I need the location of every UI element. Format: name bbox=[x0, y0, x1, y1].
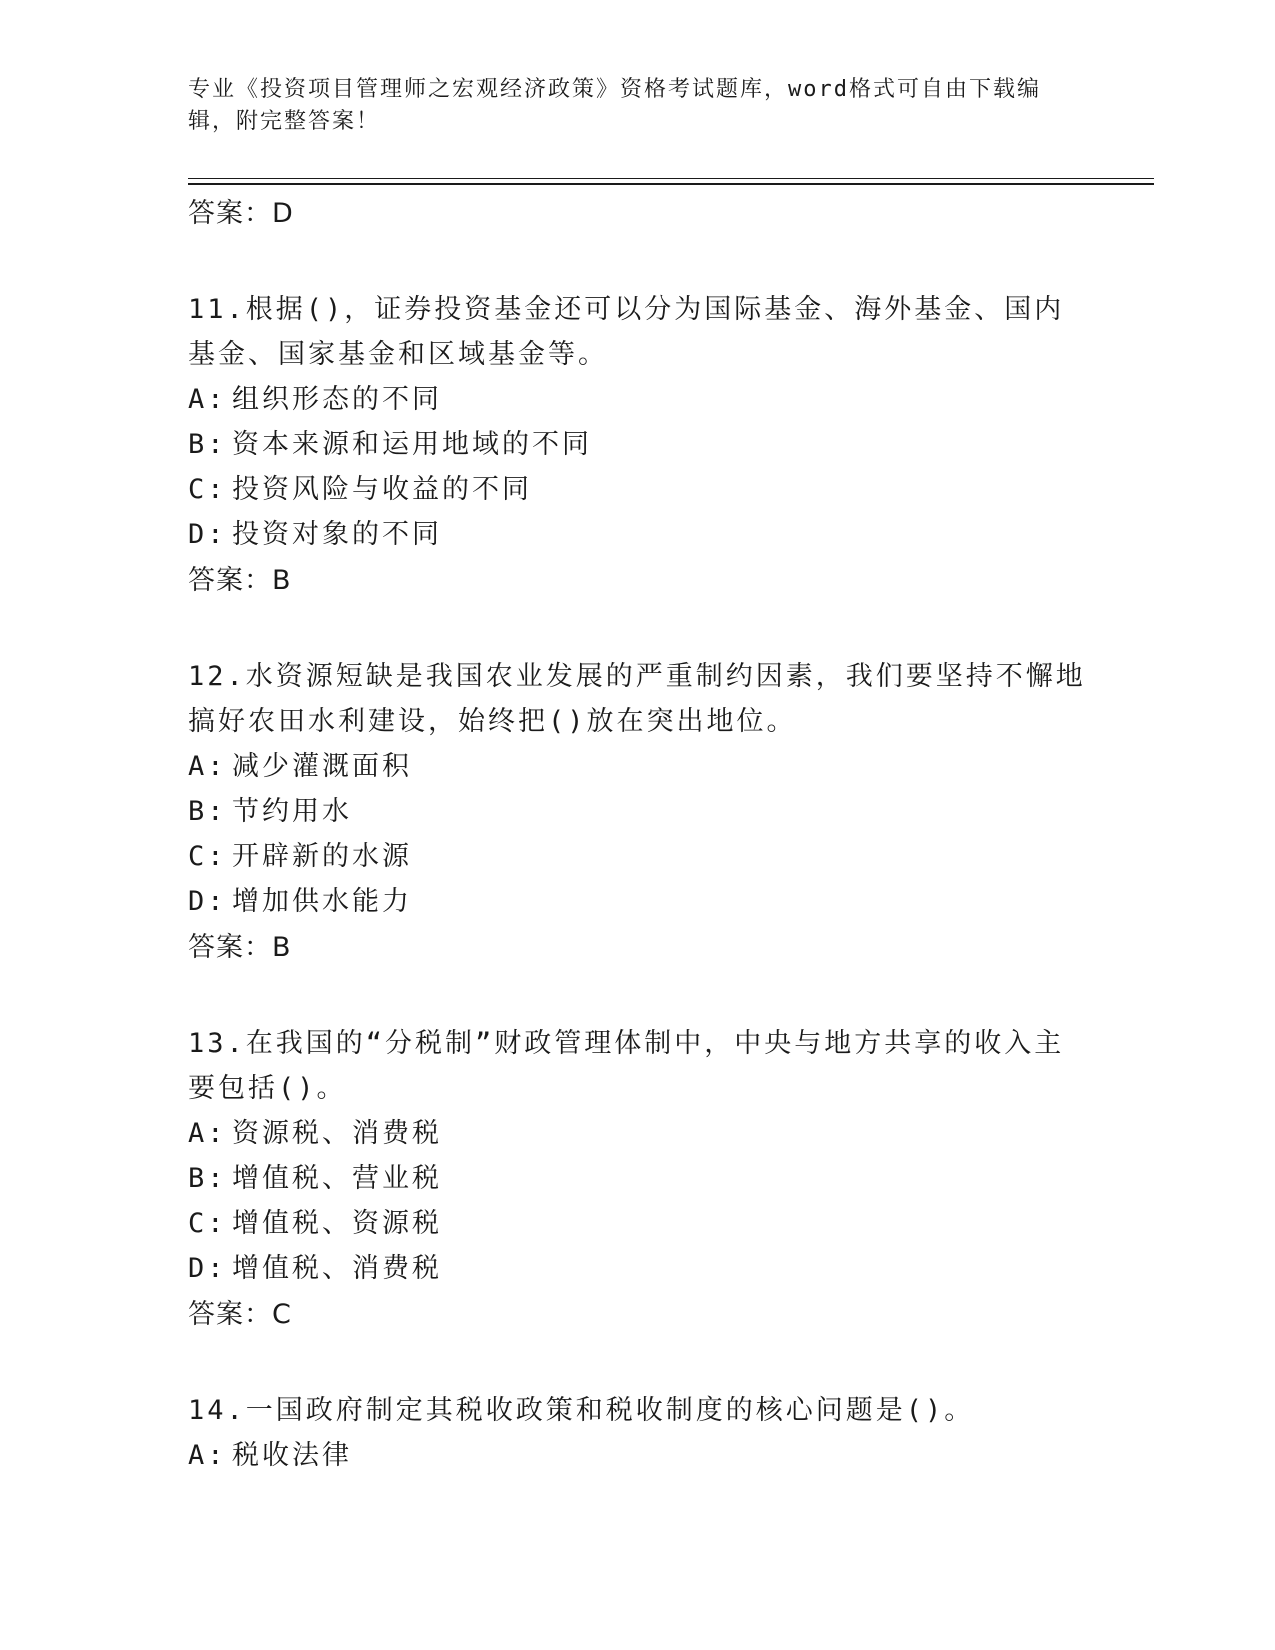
option-text: 投资风险与收益的不同 bbox=[232, 474, 532, 505]
option-c bbox=[188, 834, 1088, 879]
option-d bbox=[188, 1246, 1088, 1291]
option-text: 增值税、营业税 bbox=[232, 1163, 442, 1194]
option-c bbox=[188, 1201, 1088, 1246]
answer-value: B bbox=[272, 565, 292, 596]
header-divider-thin bbox=[188, 178, 1154, 179]
option-letter: B: bbox=[188, 429, 227, 460]
question-text: 11.根据()，证券投资基金还可以分为国际基金、海外基金、国内基金、国家基金和区域基金等。 bbox=[188, 294, 1065, 370]
option-b bbox=[188, 789, 1088, 834]
option-text: 组织形态的不同 bbox=[232, 384, 442, 415]
option-text: 投资对象的不同 bbox=[232, 519, 442, 550]
answer-label: 答案： bbox=[188, 932, 272, 963]
option-a bbox=[188, 377, 1088, 422]
option-text: 减少灌溉面积 bbox=[232, 751, 412, 782]
option-letter: D: bbox=[188, 519, 227, 550]
answer-line bbox=[188, 193, 1088, 235]
question-gap bbox=[188, 1336, 1088, 1386]
option-text: 开辟新的水源 bbox=[232, 841, 412, 872]
header-divider-thick bbox=[188, 183, 1154, 185]
option-text: 增值税、资源税 bbox=[232, 1208, 442, 1239]
option-letter: D: bbox=[188, 1253, 227, 1284]
option-text: 节约用水 bbox=[232, 796, 352, 827]
question-text: 12.水资源短缺是我国农业发展的严重制约因素，我们要坚持不懈地搞好农田水利建设，始终把()放在突出地位。 bbox=[188, 661, 1086, 737]
option-a bbox=[188, 744, 1088, 789]
option-text: 增值税、消费税 bbox=[232, 1253, 442, 1284]
option-letter: A: bbox=[188, 1118, 227, 1149]
option-text: 资本来源和运用地域的不同 bbox=[232, 429, 592, 460]
answer-value: D bbox=[272, 198, 294, 229]
option-a bbox=[188, 1111, 1088, 1156]
answer-line bbox=[188, 560, 1088, 602]
option-b bbox=[188, 422, 1088, 467]
option-letter: C: bbox=[188, 841, 227, 872]
question-gap bbox=[188, 602, 1088, 652]
option-letter: B: bbox=[188, 796, 227, 827]
answer-value: C bbox=[272, 1299, 292, 1330]
option-letter: A: bbox=[188, 751, 227, 782]
question-gap bbox=[188, 235, 1088, 285]
option-text: 税收法律 bbox=[232, 1440, 352, 1471]
option-d bbox=[188, 512, 1088, 557]
option-c bbox=[188, 467, 1088, 512]
option-b bbox=[188, 1156, 1088, 1201]
answer-line bbox=[188, 1294, 1088, 1336]
option-a bbox=[188, 1433, 1088, 1478]
answer-line bbox=[188, 927, 1088, 969]
option-letter: D: bbox=[188, 886, 227, 917]
question-text: 14.一国政府制定其税收政策和税收制度的核心问题是()。 bbox=[188, 1395, 975, 1426]
answer-value: B bbox=[272, 932, 292, 963]
option-letter: C: bbox=[188, 474, 227, 505]
question-gap bbox=[188, 969, 1088, 1019]
option-letter: A: bbox=[188, 1440, 227, 1471]
question-text: 13.在我国的“分税制”财政管理体制中，中央与地方共享的收入主要包括()。 bbox=[188, 1028, 1065, 1104]
document-header: 专业《投资项目管理师之宏观经济政策》资格考试题库，word格式可自由下载编辑，附完整答案！ bbox=[188, 77, 1041, 134]
answer-label: 答案： bbox=[188, 198, 272, 229]
option-letter: B: bbox=[188, 1163, 227, 1194]
option-d bbox=[188, 879, 1088, 924]
question-list bbox=[188, 190, 1088, 1478]
option-letter: A: bbox=[188, 384, 227, 415]
option-text: 增加供水能力 bbox=[232, 886, 412, 917]
answer-label: 答案： bbox=[188, 565, 272, 596]
answer-label: 答案： bbox=[188, 1299, 272, 1330]
option-text: 资源税、消费税 bbox=[232, 1118, 442, 1149]
option-letter: C: bbox=[188, 1208, 227, 1239]
